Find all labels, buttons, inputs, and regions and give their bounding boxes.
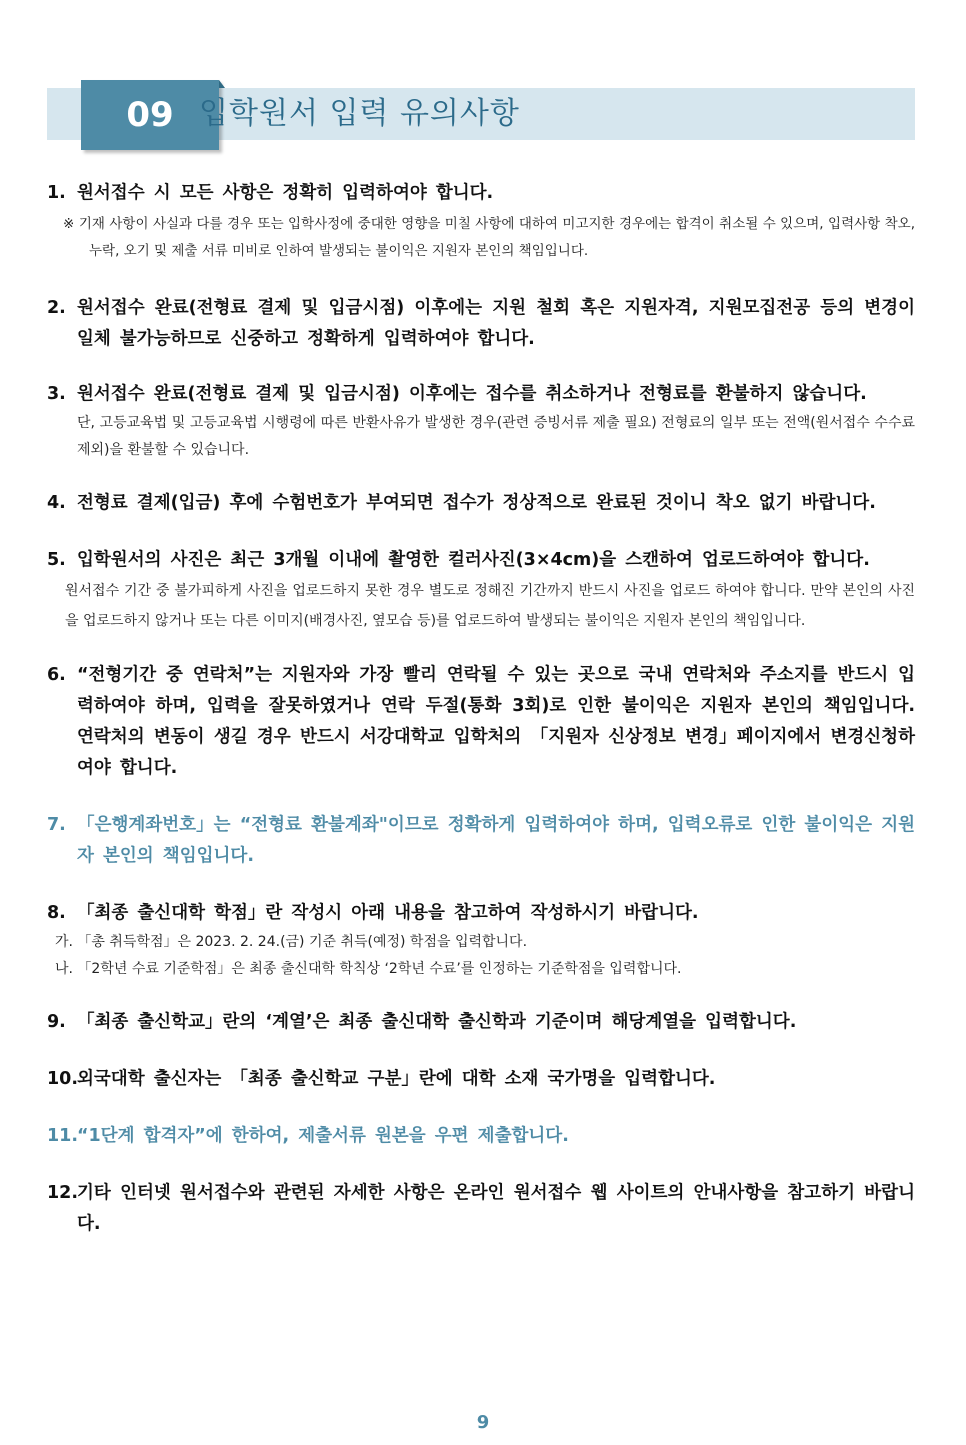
item-text: “1단계 합격자”에 한하여, 제출서류 원본을 우편 제출합니다.: [77, 1126, 569, 1146]
item-text: 「최종 출신학교」란의 ‘계열’은 최종 출신대학 출신학과 기준이며 해당계열을 입력합니다.: [77, 1012, 797, 1032]
item-text: 전형료 결제(입금) 후에 수험번호가 부여되면 접수가 정상적으로 완료된 것이니 착오 없기 바랍니다.: [77, 493, 876, 513]
item-note: ※ 기재 사항이 사실과 다를 경우 또는 입학사정에 중대한 영향을 미칠 사항에 대하여 미고지한 경우에는 합격이 취소될 수 있으며, 입력사항 착오, 누락, 오기 및 제출 서류 미비로 인하여 발생되는 불이익은 지원자 본인의 책임입니다.: [63, 216, 915, 259]
item-number: 2.: [47, 298, 66, 318]
item-text: 원서접수 완료(전형료 결제 및 입금시점) 이후에는 접수를 취소하거나 전형료를 환불하지 않습니다.: [77, 384, 867, 404]
notice-item-11: [47, 1121, 915, 1152]
section-title: 입학원서 입력 유의사항: [199, 96, 520, 131]
item-list-entry: 가. 「총 취득학점」은 2023. 2. 24.(금) 기준 취득(예정) 학점을 입력합니다.: [55, 934, 528, 950]
item-number: 11.: [47, 1126, 79, 1146]
notice-item-6: [47, 660, 915, 784]
item-list-entry: 나. 「2학년 수료 기준학점」은 최종 출신대학 학칙상 ‘2학년 수료’를 인정하는 기준학점을 입력합니다.: [55, 961, 682, 977]
notice-item-8: [47, 898, 915, 983]
section-number-fold: [219, 80, 225, 88]
notice-item-9: [47, 1007, 915, 1038]
notice-list: [47, 178, 915, 1240]
item-number: 5.: [47, 550, 66, 570]
item-text: “전형기간 중 연락처”는 지원자와 가장 빨리 연락될 수 있는 곳으로 국내 연락처와 주소지를 반드시 입력하여야 하며, 입력을 잘못하였거나 연락 두절(통화 3회)로 인한 불이익은 지원자 본인의 책임입니다. 연락처의 변동이 생길 경우 반드시 서강대학교 입학처의 「지원자 신상정보 변경」페이지에서 변경신청하여야 합니다.: [77, 665, 915, 778]
notice-item-12: [47, 1178, 915, 1240]
notice-item-5: [47, 545, 915, 636]
item-text: 「은행계좌번호」는 “전형료 환불계좌"이므로 정확하게 입력하여야 하며, 입력오류로 인한 불이익은 지원자 본인의 책임입니다.: [77, 815, 915, 866]
item-number: 1.: [47, 183, 66, 203]
item-text: 「최종 출신대학 학점」란 작성시 아래 내용을 참고하여 작성하시기 바랍니다.: [77, 903, 699, 923]
notice-item-10: [47, 1064, 915, 1095]
item-number: 10.: [47, 1069, 79, 1089]
item-text: 입학원서의 사진은 최근 3개월 이내에 촬영한 컬러사진(3×4cm)을 스캔하여 업로드하여야 합니다.: [77, 550, 870, 570]
item-detail: 원서접수 기간 중 불가피하게 사진을 업로드하지 못한 경우 별도로 정해진 기간까지 반드시 사진을 업로드 하여야 합니다. 만약 본인의 사진을 업로드하지 않거나 또는 다른 이미지(배경사진, 옆모습 등)를 업로드하여 발생되는 불이익은 지원자 본인의 책임입니다.: [65, 583, 915, 629]
item-text: 기타 인터넷 원서접수와 관련된 자세한 사항은 온라인 원서접수 웹 사이트의 안내사항을 참고하기 바랍니다.: [77, 1183, 915, 1234]
notice-item-7: [47, 810, 915, 872]
item-text: 원서접수 완료(전형료 결제 및 입금시점) 이후에는 지원 철회 혹은 지원자격, 지원모집전공 등의 변경이 일체 불가능하므로 신중하고 정확하게 입력하여야 합니다.: [77, 298, 915, 349]
page-number: 9: [476, 1412, 490, 1433]
item-text: 원서접수 시 모든 사항은 정확히 입력하여야 합니다.: [77, 183, 494, 203]
notice-item-1: [47, 178, 915, 265]
notice-item-2: [47, 293, 915, 355]
item-number: 12.: [47, 1183, 79, 1203]
item-number: 8.: [47, 903, 66, 923]
item-detail: 단, 고등교육법 및 고등교육법 시행령에 따른 반환사유가 발생한 경우(관련 증빙서류 제출 필요) 전형료의 일부 또는 전액(원서접수 수수료 제외)을 환불할 수 있습니다.: [77, 415, 915, 458]
item-number: 4.: [47, 493, 66, 513]
item-number: 6.: [47, 665, 66, 685]
item-number: 7.: [47, 815, 66, 835]
section-number: 09: [81, 80, 219, 150]
notice-item-3: [47, 379, 915, 464]
notice-item-4: [47, 488, 915, 519]
item-text: 외국대학 출신자는 「최종 출신학교 구분」란에 대학 소재 국가명을 입력합니다.: [77, 1069, 716, 1089]
section-header: [47, 80, 915, 152]
item-number: 9.: [47, 1012, 66, 1032]
item-number: 3.: [47, 384, 66, 404]
